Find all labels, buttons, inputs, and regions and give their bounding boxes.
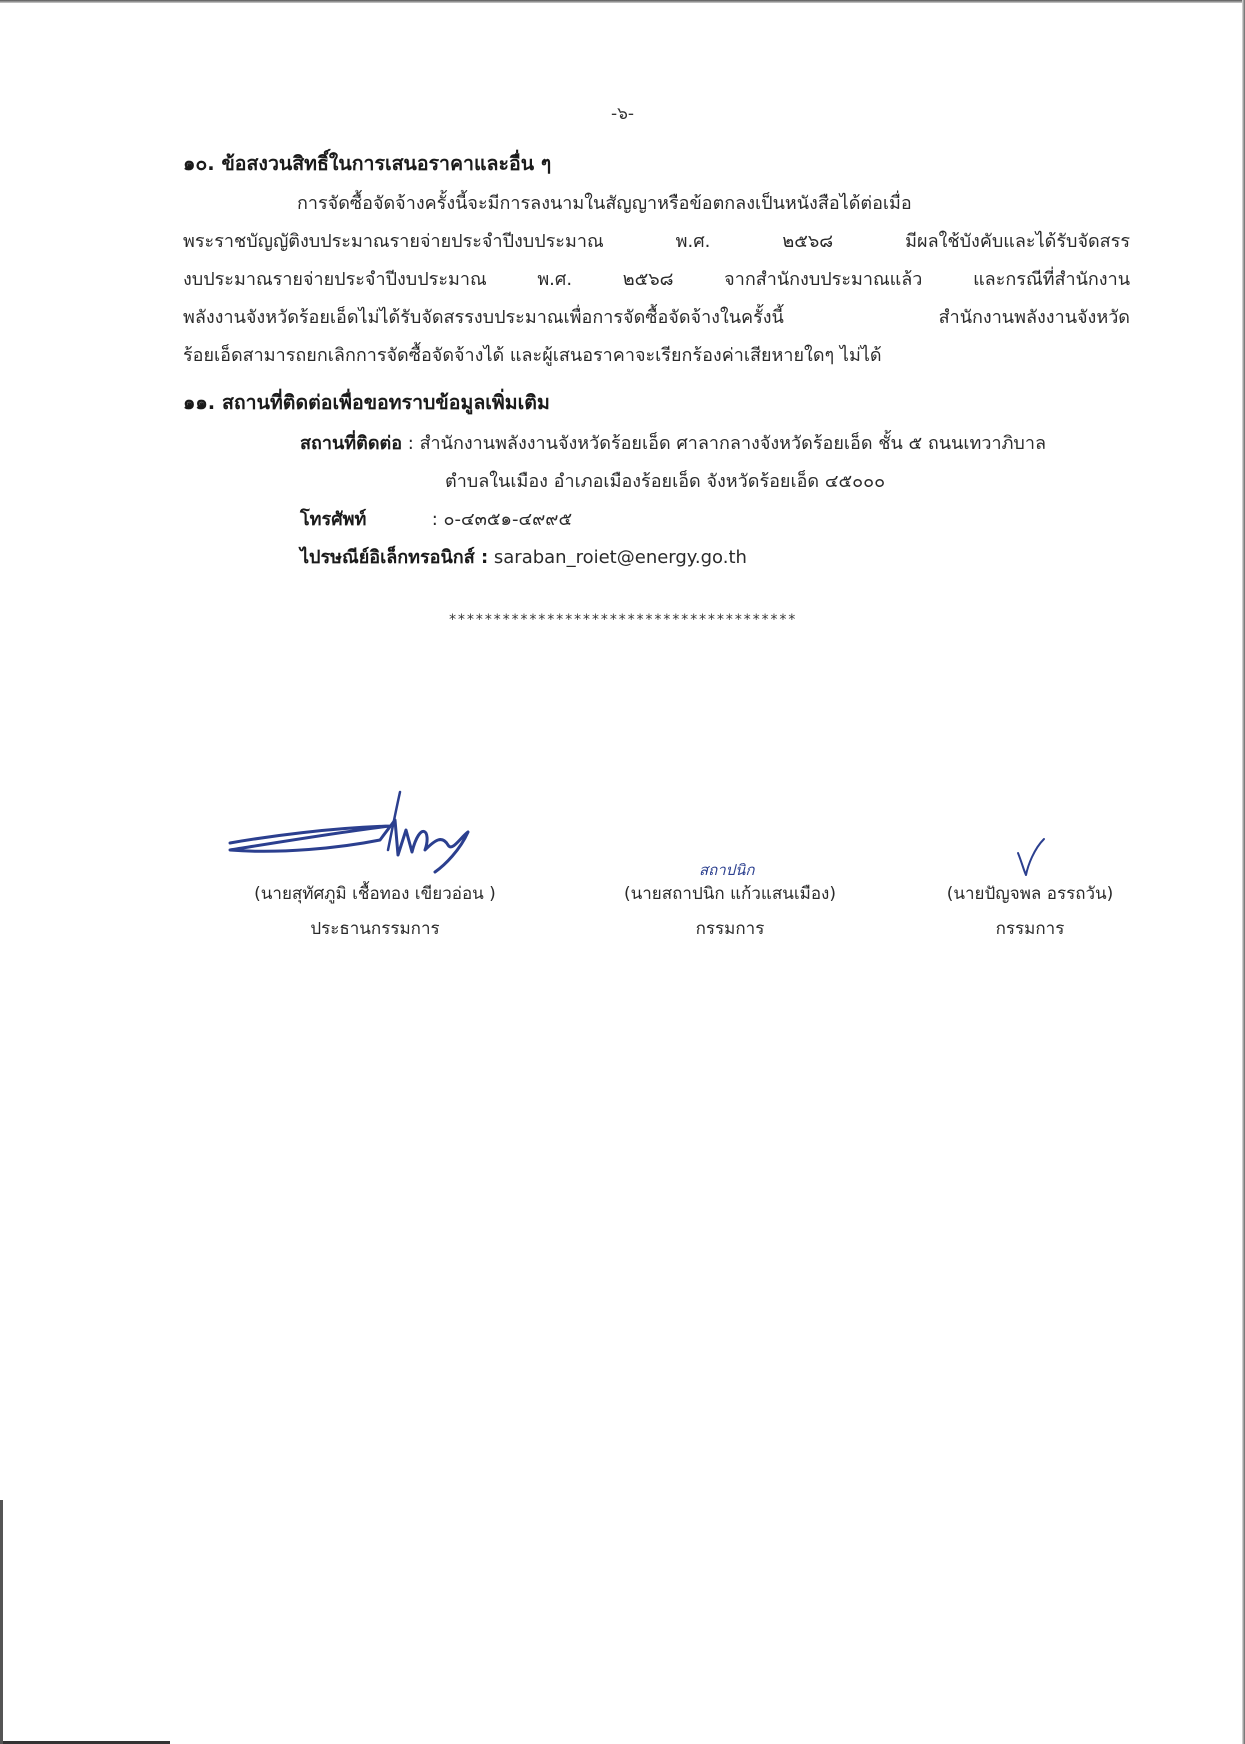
address-line-2: ตำบลในเมือง อำเภอเมืองร้อยเอ็ด จังหวัดร้อยเอ็ด ๔๕๐๐๐	[445, 471, 886, 492]
signature-chairman	[220, 780, 480, 880]
page-number: -๖-	[610, 104, 635, 124]
section-10-line-4: พลังงานจังหวัดร้อยเอ็ดไม่ได้รับจัดสรรงบประมาณเพื่อการจัดซื้อจัดจ้างในครั้งนี้ สำนักงานพลังงานจังหวัด	[183, 307, 1130, 328]
phone-label: โทรศัพท์	[300, 509, 367, 530]
email-value: saraban_roiet@energy.go.th	[493, 547, 747, 568]
divider-asterisks: ***************************************	[448, 612, 797, 628]
section-10-line-1: การจัดซื้อจัดจ้างครั้งนี้จะมีการลงนามในสัญญาหรือข้อตกลงเป็นหนังสือได้ต่อเมื่อ	[297, 193, 912, 214]
scan-edge-left	[0, 1500, 3, 1744]
contact-email-row	[300, 542, 747, 571]
signature-member-2	[1010, 835, 1060, 880]
section-10-line-2: พระราชบัญญัติงบประมาณรายจ่ายประจำปีงบประมาณ พ.ศ. ๒๕๖๘ มีผลใช้บังคับและได้รับจัดสรร	[183, 231, 1130, 252]
signatory-2-name: (นายสถาปนิก แก้วแสนเมือง)	[624, 884, 836, 904]
section-10-heading: ๑๐. ข้อสงวนสิทธิ์ในการเสนอราคาและอื่น ๆ	[183, 152, 552, 175]
section-11-heading: ๑๑. สถานที่ติดต่อเพื่อขอทราบข้อมูลเพิ่มเติม	[183, 391, 550, 414]
section-10-line-5: ร้อยเอ็ดสามารถยกเลิกการจัดซื้อจัดจ้างได้ และผู้เสนอราคาจะเรียกร้องค่าเสียหายใดๆ ไม่ได้	[183, 345, 882, 366]
scan-edge-top	[0, 0, 1245, 3]
address-line-1: : สำนักงานพลังงานจังหวัดร้อยเอ็ด ศาลากลางจังหวัดร้อยเอ็ด ชั้น ๕ ถนนเทวาภิบาล	[407, 433, 1046, 454]
phone-value: : ๐-๔๓๕๑-๔๙๙๕	[431, 509, 573, 530]
signatory-3-role: กรรมการ	[995, 919, 1065, 939]
signatory-1-name: (นายสุทัศภูมิ เชื้อทอง เขียวอ่อน )	[254, 884, 496, 904]
signatory-2-role: กรรมการ	[695, 919, 765, 939]
contact-phone-row	[300, 504, 572, 533]
contact-address-row	[300, 428, 1046, 457]
signatory-1-role: ประธานกรรมการ	[310, 919, 440, 939]
email-label: ไปรษณีย์อิเล็กทรอนิกส์ :	[300, 547, 489, 568]
section-10-line-3: งบประมาณรายจ่ายประจำปีงบประมาณ พ.ศ. ๒๕๖๘ จากสำนักงบประมาณแล้ว และกรณีที่สำนักงาน	[183, 269, 1130, 290]
signatory-3-name: (นายปัญจพล อรรถวัน)	[946, 884, 1114, 904]
address-label: สถานที่ติดต่อ	[300, 433, 403, 454]
signature-member-1	[695, 855, 775, 883]
svg-text:สถาปนิก: สถาปนิก	[699, 861, 755, 879]
